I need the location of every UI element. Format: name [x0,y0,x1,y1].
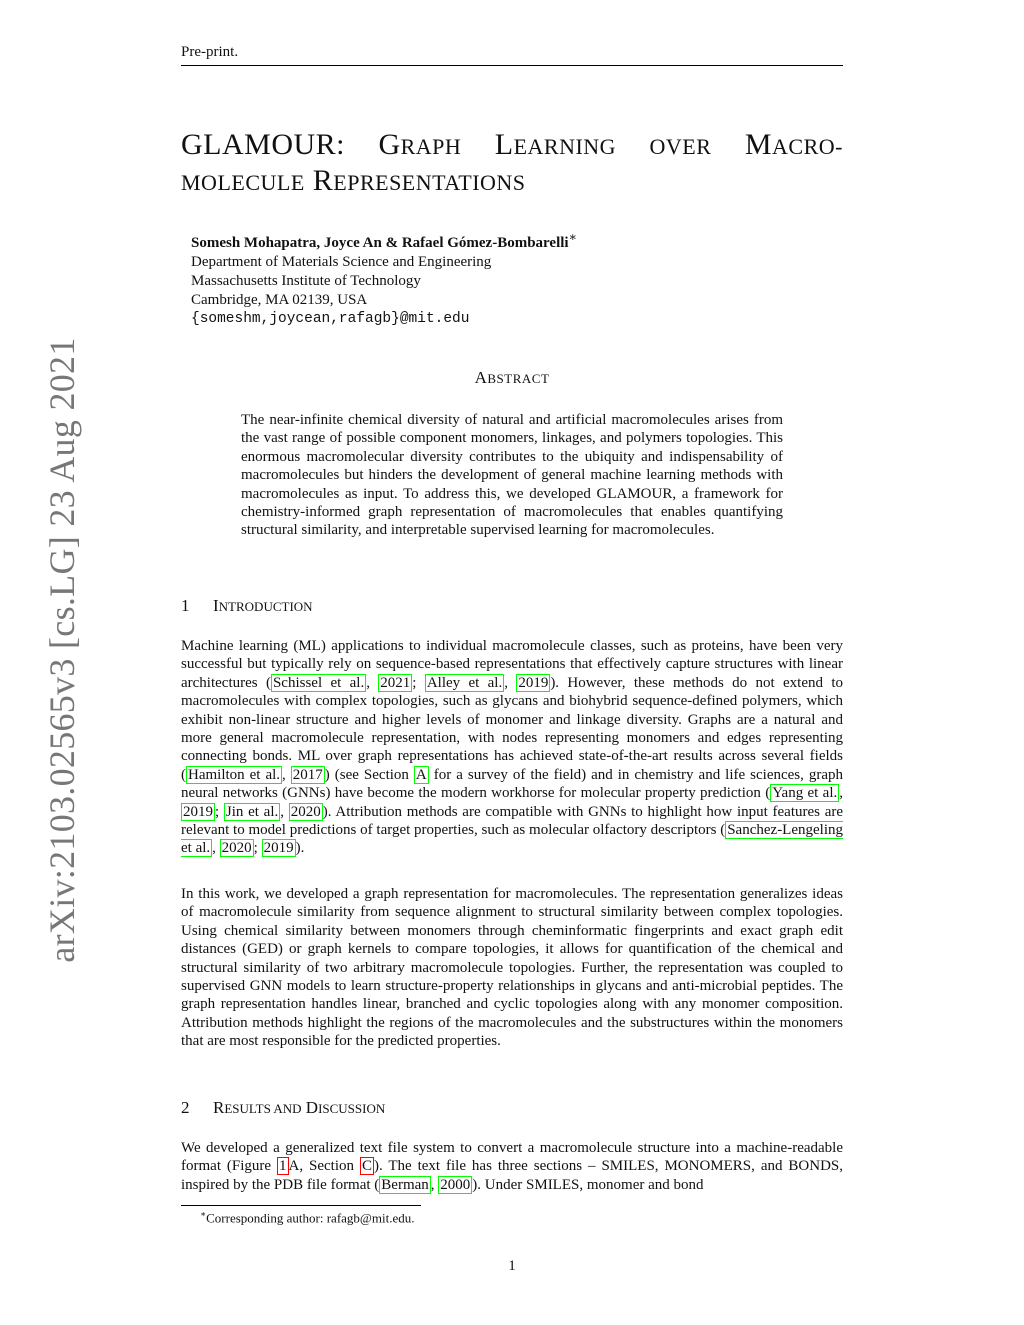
title-word: GLAMOUR: [181,128,346,161]
citation-link[interactable]: 2019 [183,803,213,820]
citation-link[interactable]: Schissel et al. [272,674,365,691]
citation-link[interactable]: Yang et al. [772,785,838,802]
title-word: LEARNING [494,128,617,161]
author-block [191,228,577,329]
section-2-heading: 2 RESULTS AND DISCUSSION [181,1098,386,1117]
title-word: REPRESENTATIONS [312,164,526,197]
figure-link[interactable]: 1 [279,1158,287,1175]
corresponding-mark: ∗ [568,230,578,244]
section-1-heading: 1 INTRODUCTION [181,596,313,615]
citation-link[interactable]: Hamilton et al. [188,766,281,783]
section-link[interactable]: A [415,766,427,783]
results-paragraph-1: We developed a generalized text file system to convert a macromolecule structure into a machine-readable format (Figure 1 A, Section C ). The text file has three sections – SMILES, MONOMERS, and BONDS, inspired by the PDB file format ( Berman , 2000 ). Under SMILES, monomer and bond [181,1140,844,1193]
title-word: MACRO- [744,128,843,161]
section-link[interactable]: C [361,1158,372,1175]
author-email: {someshm,joycean,rafagb}@mit.edu [191,311,470,327]
author-institution: Massachusetts Institute of Technology [191,273,421,289]
title-word: MOLECULE [181,170,305,195]
citation-link[interactable]: Alley et al. [426,674,503,691]
intro-paragraph-2: In this work, we developed a graph representation for macromolecules. The representation generalizes ideas of macromolecule similarity from sequence alignment to structural similarity between complex topologies. Using chemical similarity between monomers through cheminformatic fingerprints and exact graph edit distances (GED) or graph kernels to compare topologies, it allows for quantification of the chemical and structural similarity of two arbitrary macromolecule topologies. Further, the representation was coupled to supervised GNN models to learn structure-property relationships in glycans and anti-microbial peptides. The graph representation handles linear, branched and cyclic topologies along with any monomer composition. Attribution methods highlight the regions of the macromolecules and the substructures within the monomers that are most responsible for the predicted properties. [181,886,843,1050]
citation-link[interactable]: 2020 [290,803,321,820]
title-word: GRAPH [378,128,462,161]
footnote: ∗Corresponding author: rafagb@mit.edu. [200,1209,415,1226]
title-word: OVER [649,134,712,159]
citation-link[interactable]: 2017 [292,766,323,783]
citation-link[interactable]: 2000 [440,1176,471,1193]
citation-link[interactable]: Jin et al. [225,803,279,820]
paper-title [181,128,843,200]
citation-link[interactable]: 2020 [221,840,252,857]
author-address: Cambridge, MA 02139, USA [191,292,368,308]
citation-link[interactable]: Sanchez-Lengeling et al. [181,822,843,857]
author-department: Department of Materials Science and Engineering [191,254,492,270]
citation-link[interactable]: Berman [381,1176,429,1193]
intro-paragraph-1: Machine learning (ML) applications to individual macromolecule classes, such as proteins, have been very successful but typically rely on sequence-based representations that effectively capture structures with linear architectures ( Schissel et al. , 2021 ; Alley et al. , 2019 ). However, these methods do not extend to macromolecules with complex topologies, such as glycans and biohybrid sequence-defined polymers, which exhibit non-linear structure and higher levels of monomer and linkage diversity. Graphs are a natural and more general macromolecule representation, with nodes representing monomers and edges representing connecting bonds. ML over graph representations has achieved state-of-the-art results across several fields ( Hamilton et al. , 2017 ) (see Section A for a survey of the field) and in chemistry and life sciences, graph neural networks (GNNs) have become the modern workhorse for molecular property prediction ( Yang et al. , 2019 ; Jin et al. , 2020 ). Attribution methods are compatible with GNNs to highlight how input features are relevant to model predictions of target properties, such as molecular olfactory descriptors ( Sanchez-Lengeling et al. , 2020 ; 2019 ). [181,638,844,857]
citation-link[interactable]: 2019 [518,674,549,691]
citation-link[interactable]: 2019 [263,840,294,857]
page-number: 1 [508,1258,516,1274]
abstract-heading: ABSTRACT [474,368,550,387]
citation-link[interactable]: 2021 [380,674,411,691]
header-rule [181,65,843,66]
abstract-text: The near-infinite chemical diversity of natural and artificial macromolecules arises from the vast range of possible component monomers, linkages, and polymers topologies. This enormous macromolecular diversity contributes to the ubiquity and indispensability of macromolecules but hinders the development of general machine learning methods with macromolecules as input. To address this, we developed GLAMOUR, a framework for chemistry-informed graph representation of macromolecules that enables quantifying structural similarity, and interpretable supervised learning for macromolecules. [241,412,783,539]
author-names: Somesh Mohapatra, Joyce An & Rafael Gómez-Bombarelli [191,235,569,251]
footnote-rule [181,1205,421,1206]
arxiv-stamp: arXiv:2103.02565v3 [cs.LG] 23 Aug 2021 [42,337,82,963]
running-header: Pre-print. [181,44,239,60]
